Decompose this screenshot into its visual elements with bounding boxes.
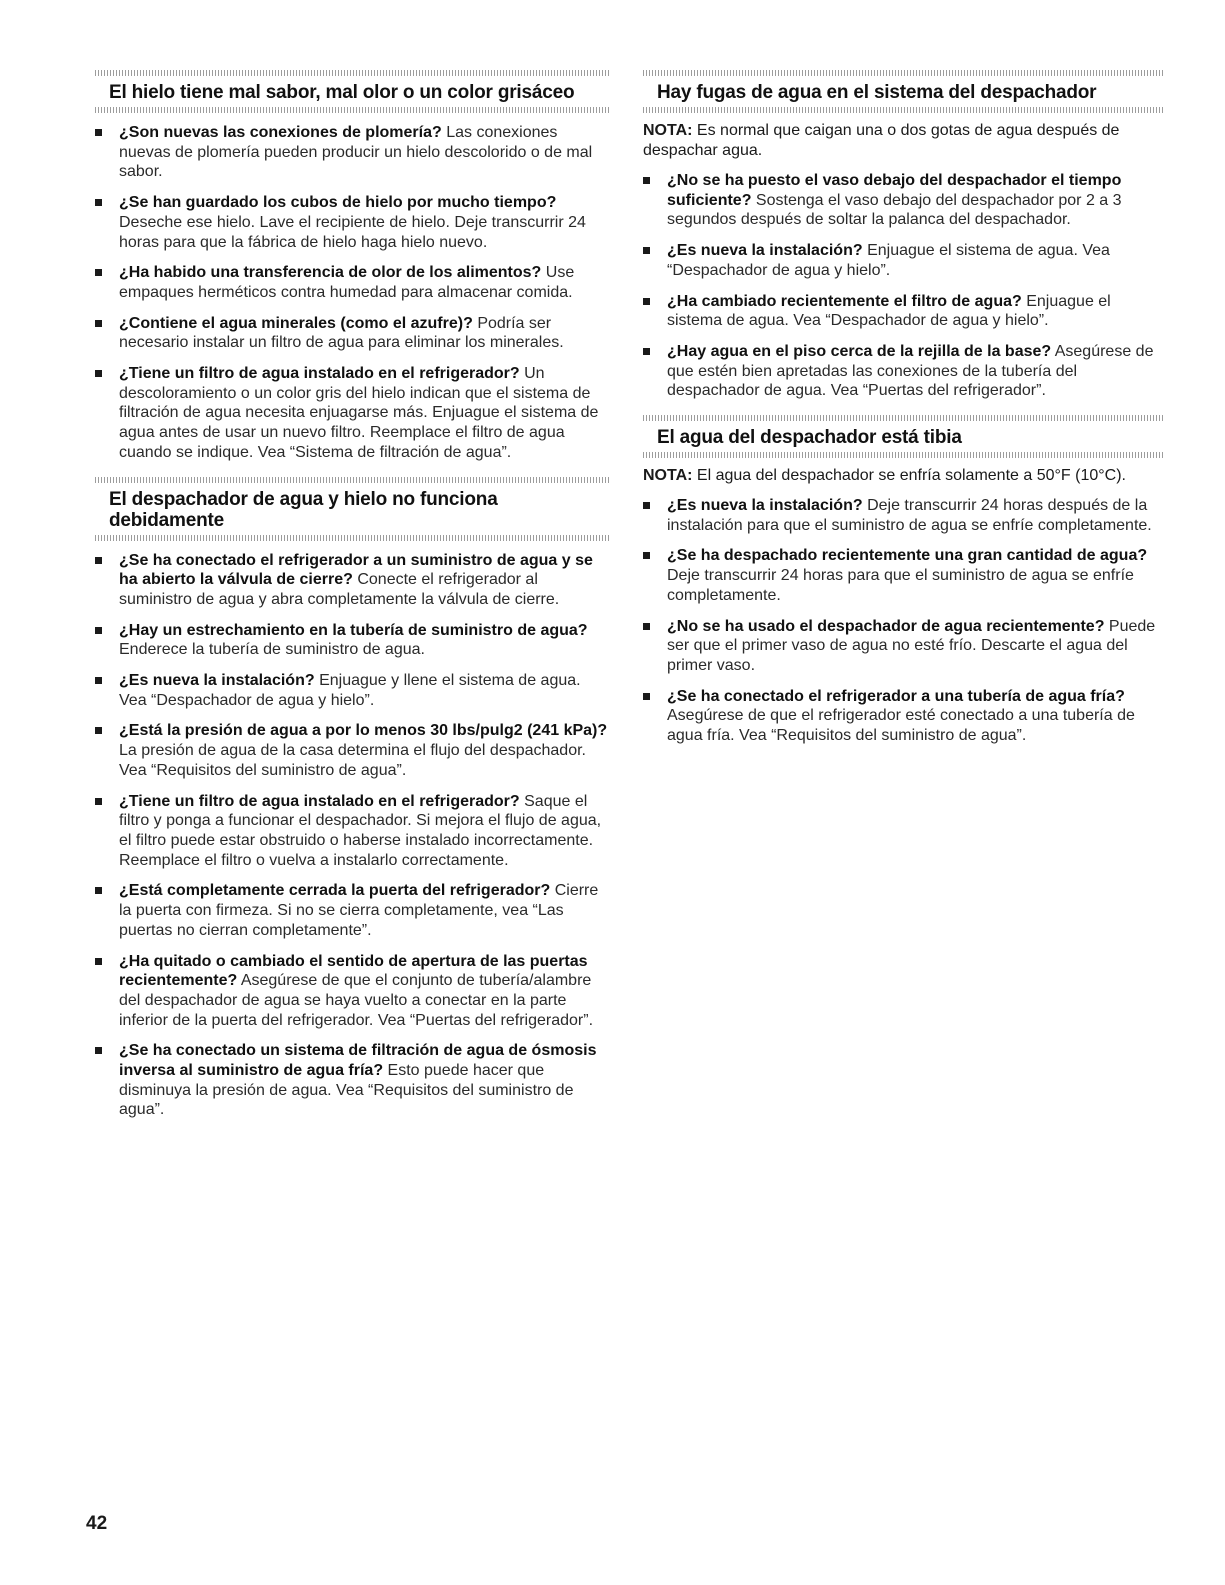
bullet-square-icon [643,247,650,254]
list-item: ¿Es nueva la instalación? Deje transcurrir 24 horas después de la instalación para que el suministro de agua se enfríe completamente. [643,496,1163,535]
list-item: ¿Es nueva la instalación? Enjuague el sistema de agua. Vea “Despachador de agua y hielo”. [643,241,1163,280]
section-top-rule [643,70,1163,76]
bullet-square-icon [95,887,102,894]
section-heading: El despachador de agua y hielo no funciona debidamente [109,488,498,531]
bullet-square-icon [643,552,650,559]
bullet-square-icon [95,320,102,327]
bullet-square-icon [643,298,650,305]
list-item: ¿No se ha puesto el vaso debajo del despachador el tiempo suficiente? Sostenga el vaso debajo del despachador por 2 a 3 segundos después de soltar la palanca del despachador. [643,171,1163,230]
page-number: 42 [86,1513,108,1534]
section-heading: Hay fugas de agua en el sistema del despachador [657,82,1097,103]
bullet-square-icon [643,623,650,630]
section-top-rule [95,70,610,76]
section-bottom-rule [95,535,610,541]
list-item: ¿Se ha conectado el refrigerador a una tubería de agua fría? Asegúrese de que el refrigerador esté conectado a una tubería de agua fría. Vea “Requisitos del suministro de agua”. [643,687,1163,746]
section-dispenser-leaks [643,70,1163,401]
list-item: ¿Está la presión de agua a por lo menos 30 lbs/pulg2 (241 kPa)? La presión de agua de la casa determina el flujo del despachador. Vea “Requisitos del suministro de agua”. [95,721,610,780]
list-item: ¿Contiene el agua minerales (como el azufre)? Podría ser necesario instalar un filtro de agua para eliminar los minerales. [95,314,610,353]
bullet-square-icon [643,502,650,509]
section-ice-taste [95,70,610,463]
section-heading: El agua del despachador está tibia [657,427,962,449]
list-item: ¿Se ha conectado un sistema de filtración de agua de ósmosis inversa al suministro de agua fría? Esto puede hacer que disminuya la presión de agua. Vea “Requisitos del suministro de agua”. [95,1041,610,1120]
section-dispenser-not-working [95,477,610,1121]
list-item: ¿Ha cambiado recientemente el filtro de agua? Enjuague el sistema de agua. Vea “Despachador de agua y hielo”. [643,292,1163,331]
note: NOTA: Es normal que caigan una o dos gotas de agua después de despachar agua. [643,122,1120,159]
bullet-square-icon [95,370,102,377]
bullet-square-icon [95,958,102,965]
list-item: ¿Es nueva la instalación? Enjuague y llene el sistema de agua. Vea “Despachador de agua y hielo”. [95,671,610,710]
list-item: ¿Ha quitado o cambiado el sentido de apertura de las puertas recientemente? Asegúrese de que el conjunto de tubería/alambre del despachador de agua se haya vuelto a conectar en la parte inferior de la puerta del refrigerador. Vea “Puertas del refrigerador”. [95,952,610,1031]
bullet-square-icon [95,269,102,276]
list-item: ¿Hay agua en el piso cerca de la rejilla de la base? Asegúrese de que estén bien apretadas las conexiones de la tubería del despachador de agua. Vea “Puertas del refrigerador”. [643,342,1163,401]
bullet-square-icon [95,557,102,564]
list-item: ¿No se ha usado el despachador de agua recientemente? Puede ser que el primer vaso de agua no esté frío. Descarte el agua del primer vaso. [643,617,1163,676]
note: NOTA: El agua del despachador se enfría solamente a 50°F (10°C). [643,467,1126,485]
section-bottom-rule [95,107,610,113]
section-top-rule [95,477,610,483]
section-bottom-rule [643,107,1163,113]
list-item: ¿Está completamente cerrada la puerta del refrigerador? Cierre la puerta con firmeza. Si no se cierra completamente, vea “Las puertas no cierran completamente”. [95,881,610,940]
list-item: ¿Se ha despachado recientemente una gran cantidad de agua? Deje transcurrir 24 horas para que el suministro de agua se enfríe completamente. [643,546,1163,605]
section-bottom-rule [643,452,1163,458]
left-column [95,70,610,1134]
list-item: ¿Se han guardado los cubos de hielo por mucho tiempo? Deseche ese hielo. Lave el recipiente de hielo. Deje transcurrir 24 horas para que la fábrica de hielo haga hielo nuevo. [95,193,610,252]
right-column [643,70,1163,760]
list-item: ¿Hay un estrechamiento en la tubería de suministro de agua? Enderece la tubería de suministro de agua. [95,621,610,660]
bullet-square-icon [95,129,102,136]
bullet-square-icon [95,677,102,684]
bullet-square-icon [643,348,650,355]
list-item: ¿Se ha conectado el refrigerador a un suministro de agua y se ha abierto la válvula de cierre? Conecte el refrigerador al suministro de agua y abra completamente la válvula de cierre. [95,551,610,610]
bullet-square-icon [643,693,650,700]
list-item: ¿Ha habido una transferencia de olor de los alimentos? Use empaques herméticos contra humedad para almacenar comida. [95,263,610,302]
list-item: ¿Tiene un filtro de agua instalado en el refrigerador? Saque el filtro y ponga a funcionar el despachador. Si mejora el flujo de agua, el filtro puede estar obstruido o haberse instalado incorrectamente. Reemplace el filtro o vuelva a instalarlo correctamente. [95,792,610,871]
list-item: ¿Son nuevas las conexiones de plomería? Las conexiones nuevas de plomería pueden producir un hielo descolorido o de mal sabor. [95,123,610,182]
bullet-square-icon [95,199,102,206]
section-top-rule [643,415,1163,421]
bullet-square-icon [95,1047,102,1054]
bullet-square-icon [95,798,102,805]
bullet-square-icon [643,177,650,184]
list-item: ¿Tiene un filtro de agua instalado en el refrigerador? Un descoloramiento o un color gris del hielo indican que el sistema de filtración de agua necesita enjuagarse más. Enjuague el sistema de agua antes de usar un nuevo filtro. Reemplace el filtro de agua cuando se indique. Vea “Sistema de filtración de agua”. [95,364,610,463]
section-water-warm [643,415,1163,746]
bullet-square-icon [95,727,102,734]
section-heading: El hielo tiene mal sabor, mal olor o un color grisáceo [109,82,575,103]
bullet-square-icon [95,627,102,634]
